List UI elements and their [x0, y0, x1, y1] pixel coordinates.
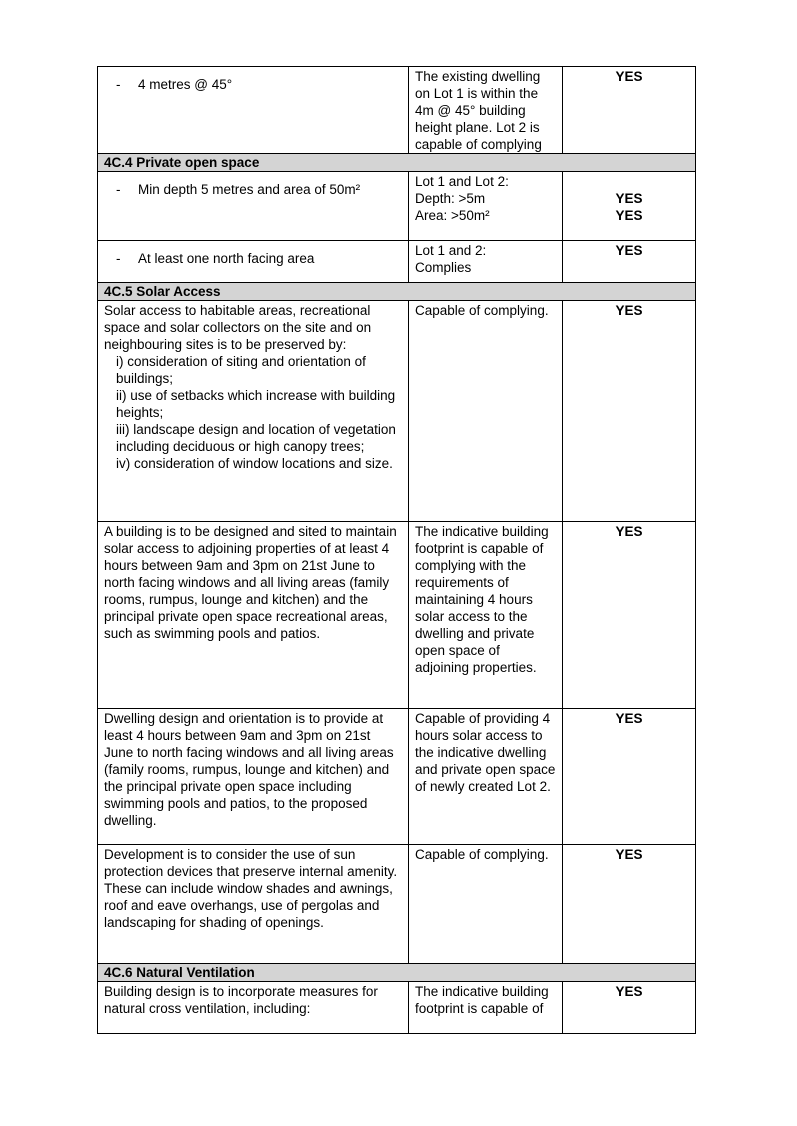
control-cell: - 4 metres @ 45° — [98, 67, 409, 154]
compliance-table — [97, 66, 696, 1034]
table-row — [98, 241, 696, 283]
control-cell: - Min depth 5 metres and area of 50m² — [98, 172, 409, 241]
result-cell: YES — [563, 301, 696, 522]
response-cell: The existing dwelling on Lot 1 is within the 4m @ 45° building height plane. Lot 2 is capable of complying — [409, 67, 563, 154]
section-heading: 4C.5 Solar Access — [98, 283, 696, 301]
table-row — [98, 709, 696, 845]
result-cell: YES — [563, 982, 696, 1034]
response-cell: The indicative building footprint is capable of complying with the requirements of maintaining 4 hours solar access to the dwelling and private open space of adjoining properties. — [409, 522, 563, 709]
section-heading-row — [98, 154, 696, 172]
control-cell: A building is to be designed and sited to maintain solar access to adjoining properties of at least 4 hours between 9am and 3pm on 21st June to north facing windows and all living areas (family rooms, rumpus, lounge and kitchen) and the principal private open space recreational areas, such as swimming pools and patios. — [98, 522, 409, 709]
response-cell: Capable of complying. — [409, 845, 563, 964]
section-heading-row — [98, 964, 696, 982]
result-cell: YES — [563, 845, 696, 964]
table-row — [98, 845, 696, 964]
control-text: 4 metres @ 45° — [138, 77, 233, 92]
response-cell: The indicative building footprint is capable of — [409, 982, 563, 1034]
response-cell: Lot 1 and Lot 2: Depth: >5m Area: >50m² — [409, 172, 563, 241]
control-cell: Solar access to habitable areas, recreational space and solar collectors on the site and on neighbouring sites is to be preserved by: i) consideration of siting and orientation of buildings; ii) use of setbacks which increase with building heights; iii) landscape design and location of vegetation including deciduous or high canopy trees; iv) consideration of window locations and size. — [98, 301, 409, 522]
result-cell: YES — [563, 241, 696, 283]
table-row — [98, 67, 696, 154]
section-heading: 4C.4 Private open space — [98, 154, 696, 172]
table-row — [98, 301, 696, 522]
response-cell: Capable of providing 4 hours solar access to the indicative dwelling and private open space of newly created Lot 2. — [409, 709, 563, 845]
table-row — [98, 982, 696, 1034]
control-cell: Dwelling design and orientation is to provide at least 4 hours between 9am and 3pm on 21st June to north facing windows and all living areas (family rooms, rumpus, lounge and kitchen) and the principal private open space including swimming pools and patios, to the proposed dwelling. — [98, 709, 409, 845]
control-cell: Development is to consider the use of sun protection devices that preserve internal amenity. These can include window shades and awnings, roof and eave overhangs, use of pergolas and landscaping for shading of openings. — [98, 845, 409, 964]
section-heading: 4C.6 Natural Ventilation — [98, 964, 696, 982]
result-cell: YES — [563, 709, 696, 845]
result-cell: YES — [563, 67, 696, 154]
result-cell: YES YES — [563, 172, 696, 241]
control-cell: - At least one north facing area — [98, 241, 409, 283]
response-cell: Lot 1 and 2: Complies — [409, 241, 563, 283]
result-cell: YES — [563, 522, 696, 709]
section-heading-row — [98, 283, 696, 301]
response-cell: Capable of complying. — [409, 301, 563, 522]
table-row — [98, 522, 696, 709]
table-row — [98, 172, 696, 241]
control-cell: Building design is to incorporate measures for natural cross ventilation, including: — [98, 982, 409, 1034]
